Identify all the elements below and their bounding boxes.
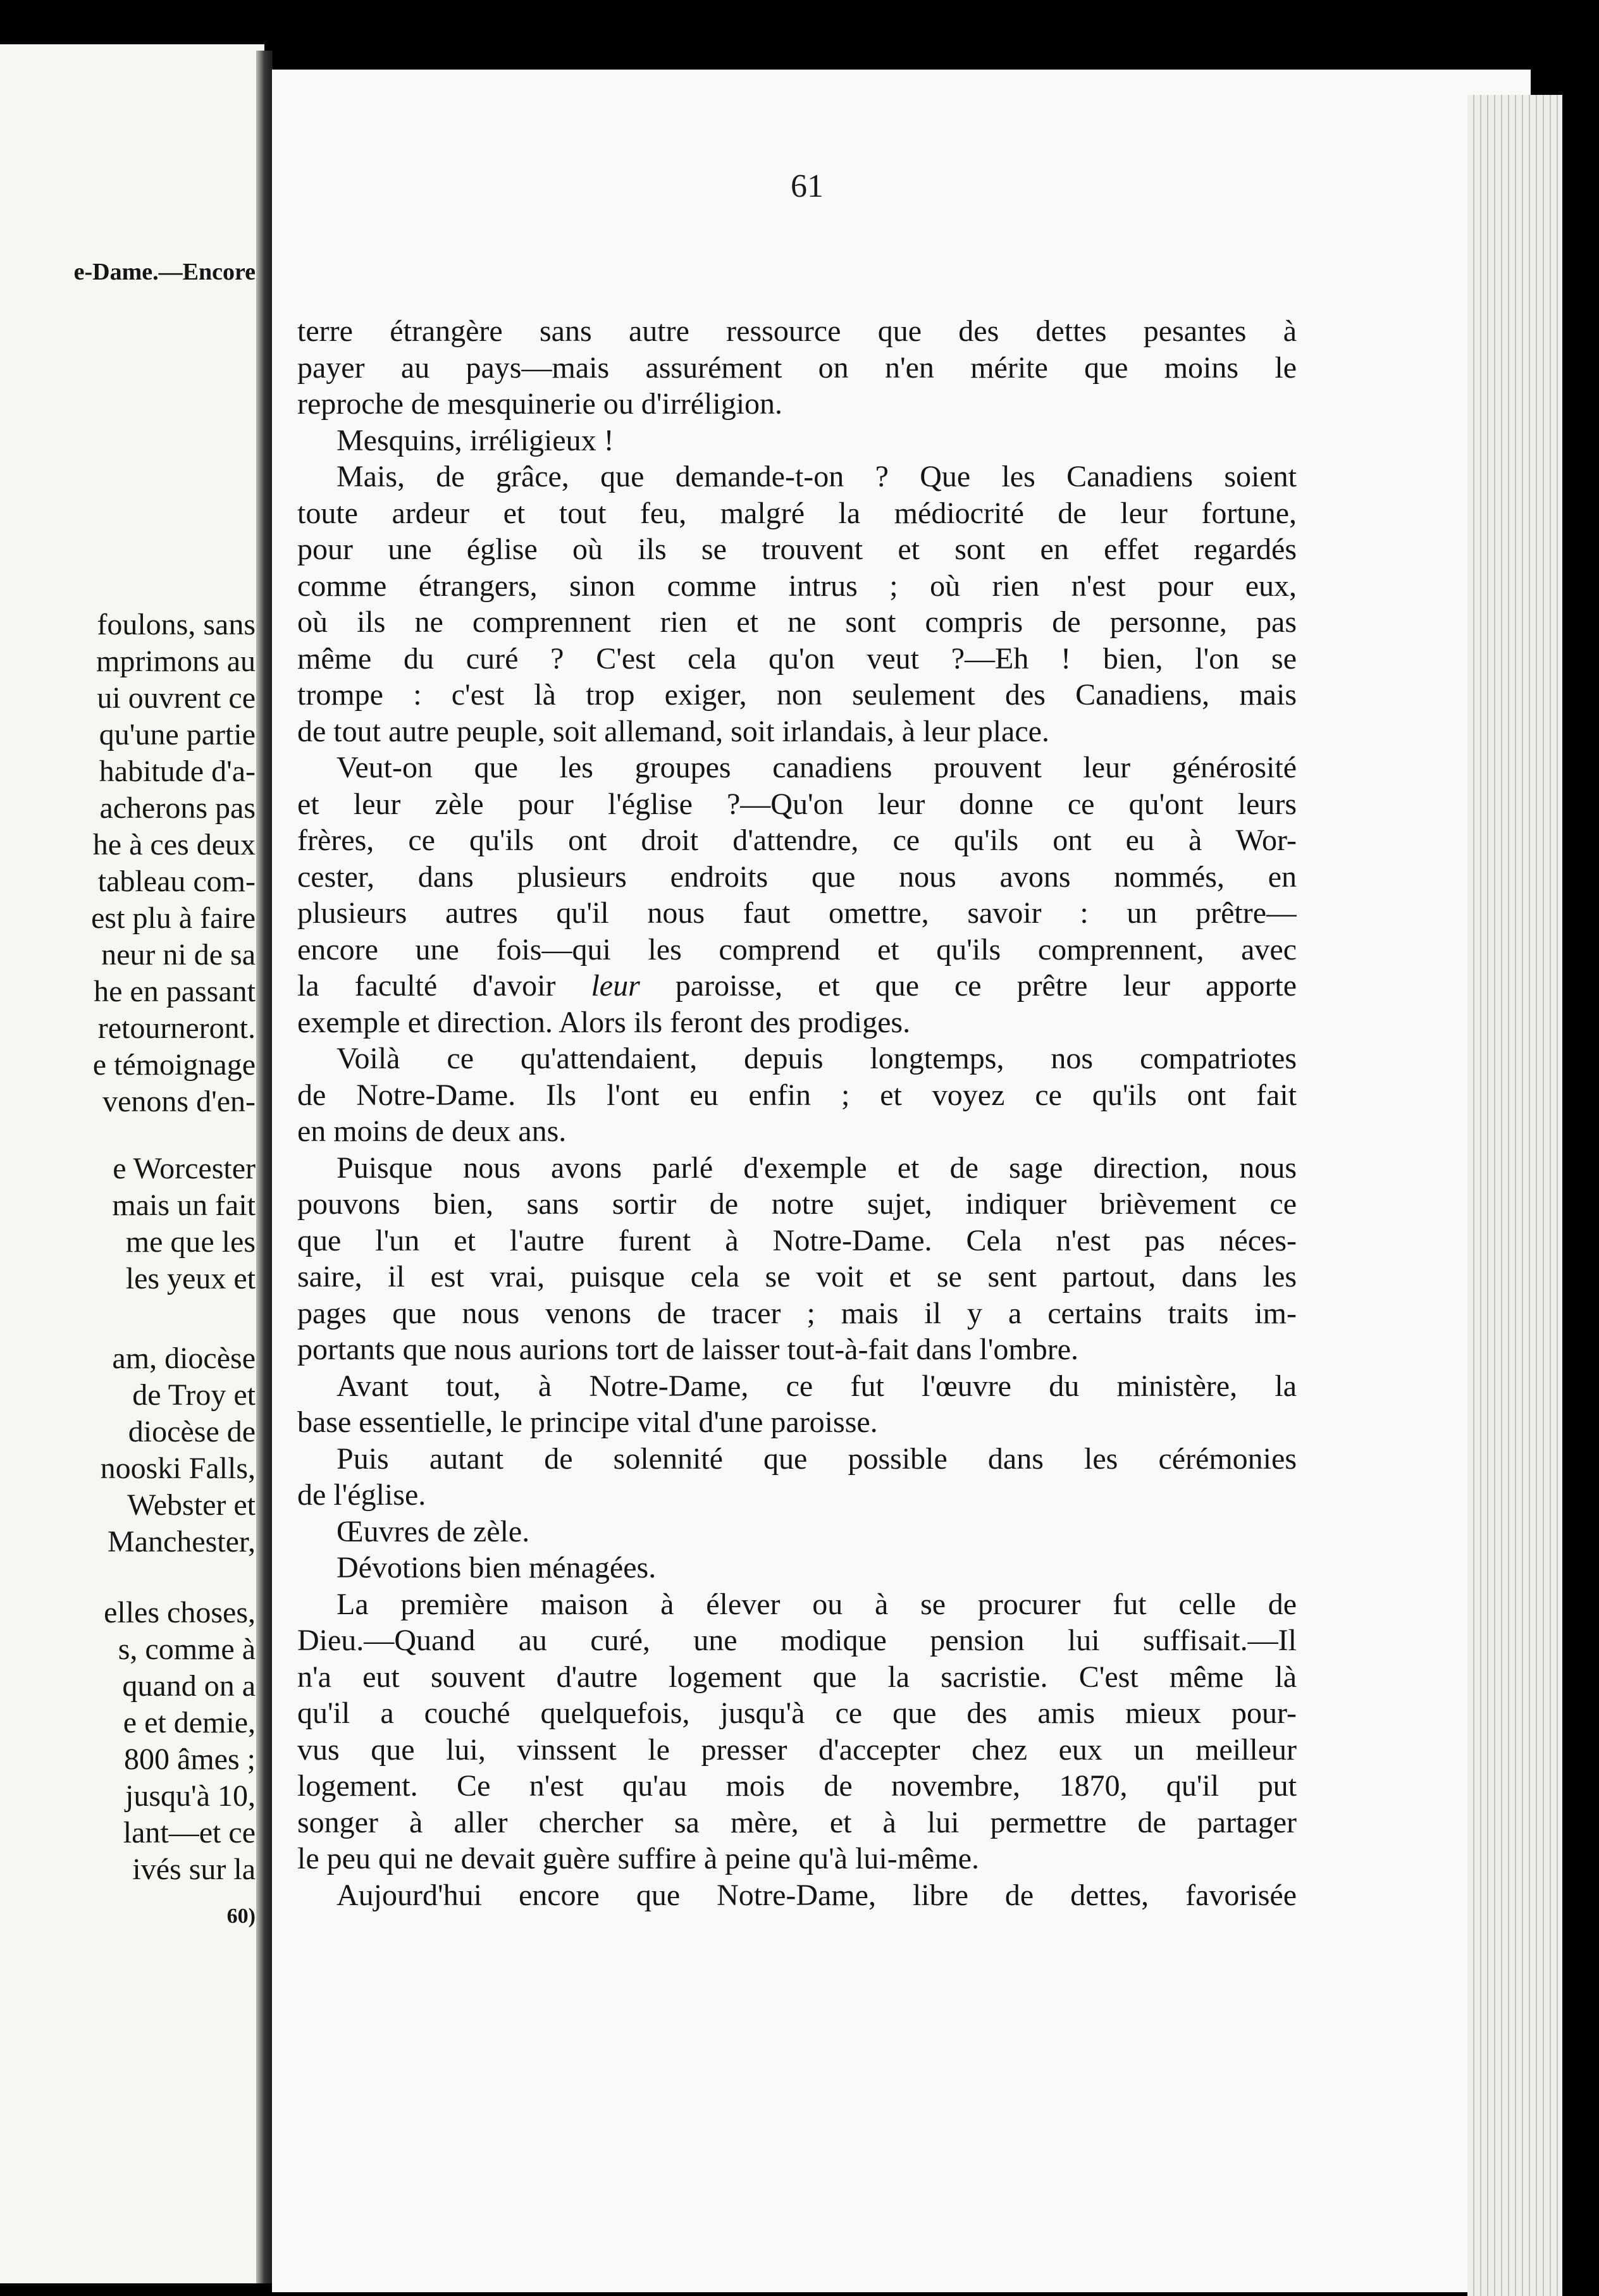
left-page-line: he en passant — [94, 975, 256, 1008]
left-page-line: e et demie, — [123, 1706, 256, 1739]
text-line: que l'un et l'autre furent à Notre-Dame. Cela n'est pas néces- — [297, 1223, 1297, 1257]
text-line: de tout autre peuple, soit allemand, soit irlandais, à leur place. — [297, 714, 1049, 748]
text-line: comme étrangers, sinon comme intrus ; où rien n'est pour eux, — [297, 569, 1297, 603]
left-page-line: elles choses, — [104, 1596, 256, 1629]
text-line: pages que nous venons de tracer ; mais il y a certains traits im- — [297, 1296, 1297, 1330]
text-line: Dévotions bien ménagées. — [336, 1551, 657, 1584]
text-line: Mesquins, irréligieux ! — [336, 423, 614, 457]
left-page-line: quand on a — [122, 1669, 256, 1703]
text-line: de l'église. — [297, 1478, 426, 1512]
text-line: de Notre-Dame. Ils l'ont eu enfin ; et voyez ce qu'ils ont fait — [297, 1078, 1297, 1112]
text-line: le peu qui ne devait guère suffire à peine qu'à lui-même. — [297, 1842, 980, 1875]
text-line: vus que lui, vinssent le presser d'accepter chez eux un meilleur — [297, 1732, 1297, 1767]
left-page-line: foulons, sans — [97, 608, 256, 641]
left-page-line: acherons pas — [99, 791, 256, 825]
left-page-line: jusqu'à 10, — [125, 1779, 256, 1813]
left-page-line: est plu à faire — [91, 901, 256, 935]
page-edges — [1467, 95, 1562, 2296]
text-line: où ils ne comprennent rien et ne sont compris de personne, pas — [297, 605, 1297, 639]
text-line: qu'il a couché quelquefois, jusqu'à ce que des amis mieux pour- — [297, 1696, 1297, 1730]
text-line: Puis autant de solennité que possible dans les cérémonies — [336, 1441, 1297, 1476]
text-line: pour une église où ils se trouvent et sont en effet regardés — [297, 533, 1297, 566]
left-page-line: 800 âmes ; — [124, 1743, 256, 1776]
left-page-line: am, diocèse — [112, 1342, 256, 1375]
left-page-line: lant—et ce — [123, 1816, 256, 1849]
left-page-line: nooski Falls, — [100, 1452, 256, 1485]
left-page-line: mais un fait — [112, 1188, 256, 1222]
text-line: en moins de deux ans. — [297, 1114, 567, 1148]
text-line-part: la faculté d'avoir — [297, 969, 556, 1003]
text-line: trompe : c'est là trop exiger, non seulement des Canadiens, mais — [297, 678, 1297, 712]
text-line: payer au pays—mais assurément on n'en mérite que moins le — [297, 350, 1297, 385]
text-line: Puisque nous avons parlé d'exemple et de sage direction, nous — [336, 1151, 1297, 1185]
text-line: toute ardeur et tout feu, malgré la médiocrité de leur fortune, — [297, 496, 1297, 530]
left-page-line: mprimons au — [96, 645, 256, 678]
text-line: exemple et direction. Alors ils feront des prodiges. — [297, 1005, 911, 1039]
text-line: Dieu.—Quand au curé, une modique pension lui suffisait.—Il — [297, 1624, 1297, 1657]
text-line: même du curé ? C'est cela qu'on veut ?—Eh ! bien, l'on se — [297, 641, 1297, 676]
text-line: songer à aller chercher sa mère, et à lui permettre de partager — [297, 1805, 1297, 1839]
left-page-line: 60) — [226, 1904, 256, 1928]
left-page-line: me que les — [125, 1225, 256, 1259]
text-line-part: paroisse, et que ce prêtre leur apporte — [639, 969, 1297, 1003]
left-page-line: retourneront. — [97, 1011, 256, 1045]
text-line: Aujourd'hui encore que Notre-Dame, libre de dettes, favorisée — [336, 1878, 1297, 1912]
left-page-line: e témoignage — [92, 1048, 256, 1082]
book-gutter — [256, 51, 273, 2283]
left-page-line: he à ces deux — [92, 828, 256, 861]
text-line: Voilà ce qu'attendaient, depuis longtemps, nos compatriotes — [336, 1042, 1297, 1075]
text-line — [297, 968, 1297, 1004]
body-text — [297, 313, 1297, 1913]
text-line: Avant tout, à Notre-Dame, ce fut l'œuvre du ministère, la — [336, 1369, 1297, 1403]
italic-word: leur — [591, 969, 640, 1003]
left-page-line: qu'une partie — [99, 718, 256, 751]
text-line: pouvons bien, sans sortir de notre sujet, indiquer brièvement ce — [297, 1187, 1297, 1221]
text-line: Veut-on que les groupes canadiens prouvent leur générosité — [336, 751, 1297, 784]
left-page-line: les yeux et — [125, 1262, 256, 1295]
left-page-line: tableau com- — [97, 865, 256, 898]
text-line: Mais, de grâce, que demande-t-on ? Que les Canadiens soient — [336, 460, 1297, 493]
text-line: portants que nous aurions tort de laisser tout-à-fait dans l'ombre. — [297, 1333, 1079, 1366]
left-page-line: venons d'en- — [102, 1085, 256, 1118]
left-page-line: e Worcester — [113, 1152, 256, 1185]
text-line: reproche de mesquinerie ou d'irréligion. — [297, 387, 783, 421]
left-page-line: s, comme à — [118, 1633, 256, 1666]
left-page-line: Manchester, — [108, 1525, 256, 1558]
text-line: encore une fois—qui les comprend et qu'ils comprennent, avec — [297, 932, 1297, 966]
text-line: base essentielle, le principe vital d'une paroisse. — [297, 1405, 878, 1439]
left-page-line: diocèse de — [128, 1415, 256, 1448]
text-line: frères, ce qu'ils ont droit d'attendre, ce qu'ils ont eu à Wor- — [297, 824, 1297, 857]
left-page-line: habitude d'a- — [99, 755, 256, 788]
text-line: cester, dans plusieurs endroits que nous avons nommés, en — [297, 860, 1297, 894]
left-page-line: neur ni de sa — [101, 938, 256, 972]
text-line: et leur zèle pour l'église ?—Qu'on leur donne ce qu'ont leurs — [297, 787, 1297, 821]
text-line: Œuvres de zèle. — [336, 1514, 530, 1548]
text-line: n'a eut souvent d'autre logement que la sacristie. C'est même là — [297, 1660, 1297, 1694]
text-line: logement. Ce n'est qu'au mois de novembre, 1870, qu'il put — [297, 1769, 1297, 1803]
text-line: terre étrangère sans autre ressource que des dettes pesantes à — [297, 314, 1297, 348]
left-page-fragment — [0, 44, 264, 2283]
text-line: La première maison à élever ou à se procurer fut celle de — [336, 1587, 1297, 1621]
text-line: saire, il est vrai, puisque cela se voit et se sent partout, dans les — [297, 1260, 1297, 1293]
left-page-line: ivés sur la — [132, 1853, 256, 1886]
left-page-line: Webster et — [127, 1488, 256, 1522]
page-number: 61 — [791, 168, 824, 204]
left-page-line: de Troy et — [132, 1378, 256, 1412]
text-line: plusieurs autres qu'il nous faut omettre, savoir : un prêtre— — [297, 896, 1297, 930]
left-page-line: e-Dame.—Encore — [73, 259, 256, 285]
left-page-line: ui ouvrent ce — [97, 681, 256, 715]
